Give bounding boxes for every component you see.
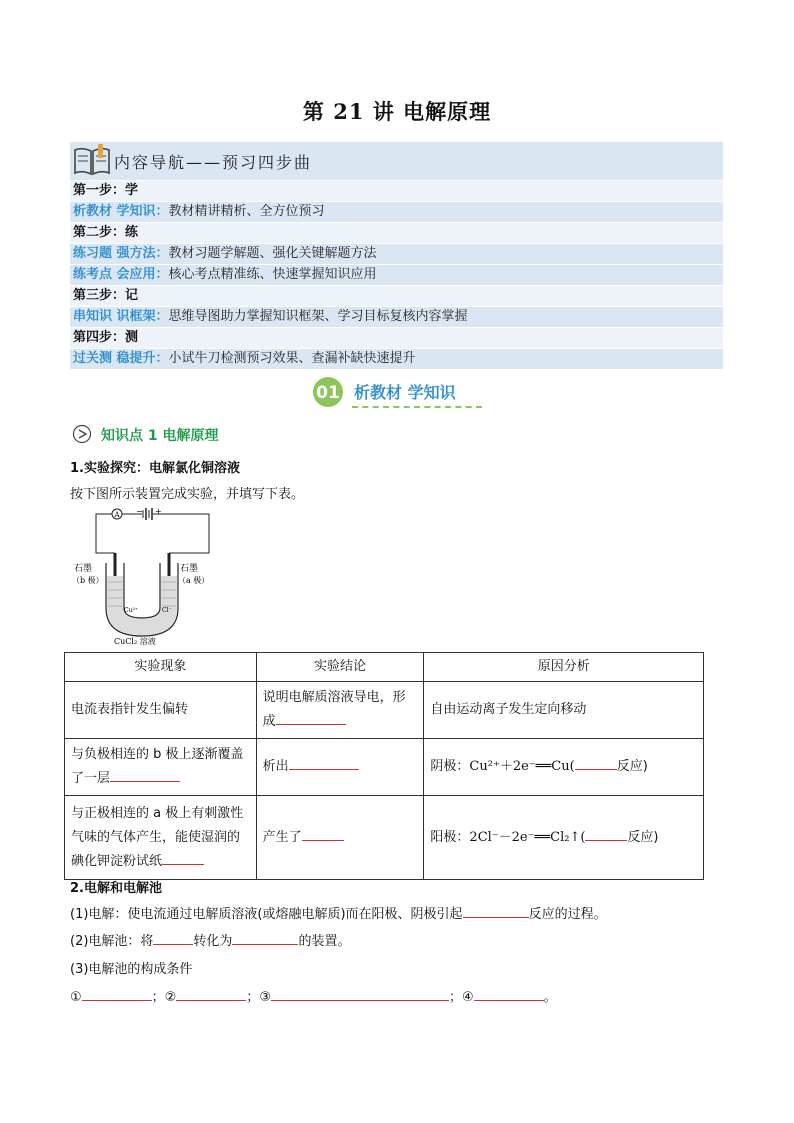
part1-intro: 按下图所示装置完成实验，并填写下表。 bbox=[70, 487, 305, 502]
table-cell: 阳极：2Cl⁻－2e⁻══Cl₂↑( 反应) bbox=[424, 796, 704, 880]
table-cell: 与正极相连的 a 极上有刺激性气味的气体产生，能使湿润的碘化钾淀粉试纸 bbox=[65, 796, 257, 880]
answer-blank[interactable] bbox=[302, 827, 344, 841]
cell-conditions-blanks: ① ；② ；③ ；④ 。 bbox=[70, 986, 557, 1005]
left-electrode-label: 石墨 bbox=[74, 564, 93, 574]
svg-text:−: − bbox=[136, 508, 143, 516]
electrolysis-definition: (1)电解：使电流通过电解质溶液(或熔融电解质)而在阳极、阴极引起 反应的过程。 bbox=[70, 903, 607, 922]
nav-step-4: 第四步：测 bbox=[70, 327, 723, 348]
section-title: 析教材 学知识 bbox=[354, 383, 456, 402]
nav-item: 练考点 会应用：核心考点精准练、快速掌握知识应用 bbox=[70, 264, 723, 285]
table-cell: 阴极：Cu²⁺＋2e⁻══Cu( 反应) bbox=[424, 739, 704, 796]
answer-blank[interactable] bbox=[82, 987, 152, 1001]
svg-text:（b 极）: （b 极） bbox=[72, 576, 104, 585]
part1-heading: 1.实验探究：电解氯化铜溶液 bbox=[70, 461, 240, 476]
column-header: 原因分析 bbox=[424, 653, 704, 682]
answer-blank[interactable] bbox=[463, 904, 529, 918]
section-badge-number: 01 bbox=[316, 383, 340, 403]
right-electrode-label: 石墨 bbox=[180, 564, 199, 574]
table-cell: 说明电解质溶液导电，形成 bbox=[256, 682, 424, 739]
section-badge bbox=[312, 376, 348, 412]
nav-item: 练习题 强方法：教材习题学解题、强化关键解题方法 bbox=[70, 243, 723, 264]
part2-heading: 2.电解和电解池 bbox=[70, 881, 162, 896]
electrolytic-cell-definition: (2)电解池：将 转化为 的装置。 bbox=[70, 930, 350, 949]
experiment-table bbox=[64, 652, 704, 880]
cl-ion-label: Cl⁻ bbox=[162, 607, 172, 614]
table-cell: 自由运动离子发生定向移动 bbox=[424, 682, 704, 739]
nav-step-1: 第一步：学 bbox=[70, 180, 723, 201]
answer-blank[interactable] bbox=[110, 768, 180, 782]
answer-blank[interactable] bbox=[585, 827, 627, 841]
knowledge-point-title: 知识点 1 电解原理 bbox=[101, 428, 219, 444]
table-row bbox=[65, 739, 704, 796]
answer-blank[interactable] bbox=[276, 711, 346, 725]
electrolysis-apparatus-diagram bbox=[72, 508, 222, 650]
answer-blank[interactable] bbox=[162, 851, 204, 865]
content-navigation bbox=[70, 142, 723, 369]
page-title: 第 21 讲 电解原理 bbox=[302, 99, 492, 124]
svg-text:A: A bbox=[114, 511, 120, 519]
cu-ion-label: Cu²⁺ bbox=[124, 607, 139, 614]
table-cell: 析出 bbox=[256, 739, 424, 796]
answer-blank[interactable] bbox=[474, 987, 544, 1001]
nav-item: 析教材 学知识：教材精讲精析、全方位预习 bbox=[70, 201, 723, 222]
section-underline bbox=[352, 406, 482, 408]
table-header-row bbox=[65, 653, 704, 682]
answer-blank[interactable] bbox=[232, 931, 298, 945]
svg-text:+: + bbox=[155, 508, 162, 516]
column-header: 实验结论 bbox=[256, 653, 424, 682]
table-cell: 电流表指针发生偏转 bbox=[65, 682, 257, 739]
play-arrow-icon bbox=[72, 424, 94, 448]
table-cell: 与负极相连的 b 极上逐渐覆盖了一层 bbox=[65, 739, 257, 796]
nav-header bbox=[70, 142, 723, 180]
nav-header-text: 内容导航——预习四步曲 bbox=[114, 153, 313, 172]
nav-item: 过关测 稳提升：小试牛刀检测预习效果、查漏补缺快速提升 bbox=[70, 348, 723, 369]
table-cell: 产生了 bbox=[256, 796, 424, 880]
nav-step-2: 第二步：练 bbox=[70, 222, 723, 243]
nav-step-3: 第三步：记 bbox=[70, 285, 723, 306]
column-header: 实验现象 bbox=[65, 653, 257, 682]
nav-item: 串知识 识框架：思维导图助力掌握知识框架、学习目标复核内容掌握 bbox=[70, 306, 723, 327]
solution-label: CuCl₂ 溶液 bbox=[114, 637, 156, 646]
table-row bbox=[65, 682, 704, 739]
svg-text:（a 极）: （a 极） bbox=[178, 576, 210, 585]
answer-blank[interactable] bbox=[153, 931, 193, 945]
book-icon bbox=[72, 144, 112, 182]
answer-blank[interactable] bbox=[575, 756, 617, 770]
table-row bbox=[65, 796, 704, 880]
answer-blank[interactable] bbox=[176, 987, 246, 1001]
cell-conditions-heading: (3)电解池的构成条件 bbox=[70, 962, 193, 977]
answer-blank[interactable] bbox=[271, 987, 449, 1001]
answer-blank[interactable] bbox=[289, 756, 359, 770]
